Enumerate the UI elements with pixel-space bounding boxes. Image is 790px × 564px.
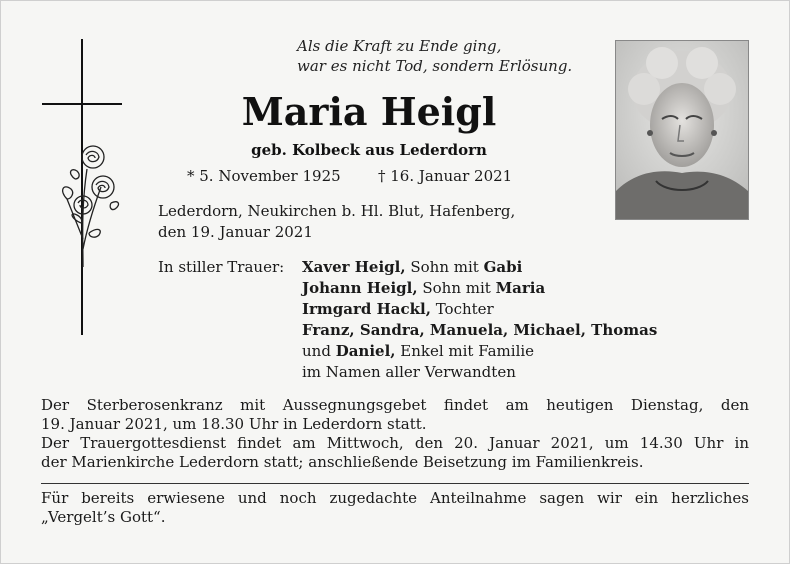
mourner-line: Xaver Heigl, Sohn mit Gabi [302,258,523,276]
birth-date: * 5. November 1925 [187,167,341,185]
places-and-date [158,201,578,243]
quote [297,36,597,76]
divider [41,483,749,484]
mourning-label: In stiller Trauer: [158,258,285,276]
mourner-line: Irmgard Hackl, Tochter [302,300,494,318]
rose-icon [53,139,125,269]
quote-line: war es nicht Tod, sondern Erlösung. [297,57,573,75]
mourner-line: und Daniel, Enkel mit Familie [302,342,535,360]
death-date: † 16. Januar 2021 [378,167,513,185]
portrait-photo [615,40,749,220]
service-information [41,396,749,472]
date-line: den 19. Januar 2021 [158,223,313,241]
quote-line: Als die Kraft zu Ende ging, [297,37,502,55]
thanks-note: Für bereits erwiesene und noch zugedachte Anteilnahme sagen wir ein herzliches „Vergelt’s Gott“. [41,489,749,526]
mourner-line: im Namen aller Verwandten [302,363,516,381]
rosary-info: Der Sterberosenkranz mit Aussegnungsgebet findet am heutigen Dienstag, den 19. Januar 2021, um 18.30 Uhr in Lederdorn statt. [41,396,749,433]
mourner-line: Franz, Sandra, Manuela, Michael, Thomas [302,321,658,339]
deceased-name: Maria Heigl [241,89,497,134]
mourner-line: Johann Heigl, Sohn mit Maria [302,279,546,297]
funeral-service-info: Der Trauergottesdienst findet am Mittwoch, den 20. Januar 2021, um 14.30 Uhr in der Marienkirche Lederdorn statt; anschließende Beisetzung im Familienkreis. [41,434,749,471]
mourners-list [302,257,722,383]
cross-icon-bar [42,103,122,105]
places-line: Lederdorn, Neukirchen b. Hl. Blut, Hafenberg, [158,202,516,220]
birth-name: geb. Kolbeck aus Lederdorn [251,141,487,159]
